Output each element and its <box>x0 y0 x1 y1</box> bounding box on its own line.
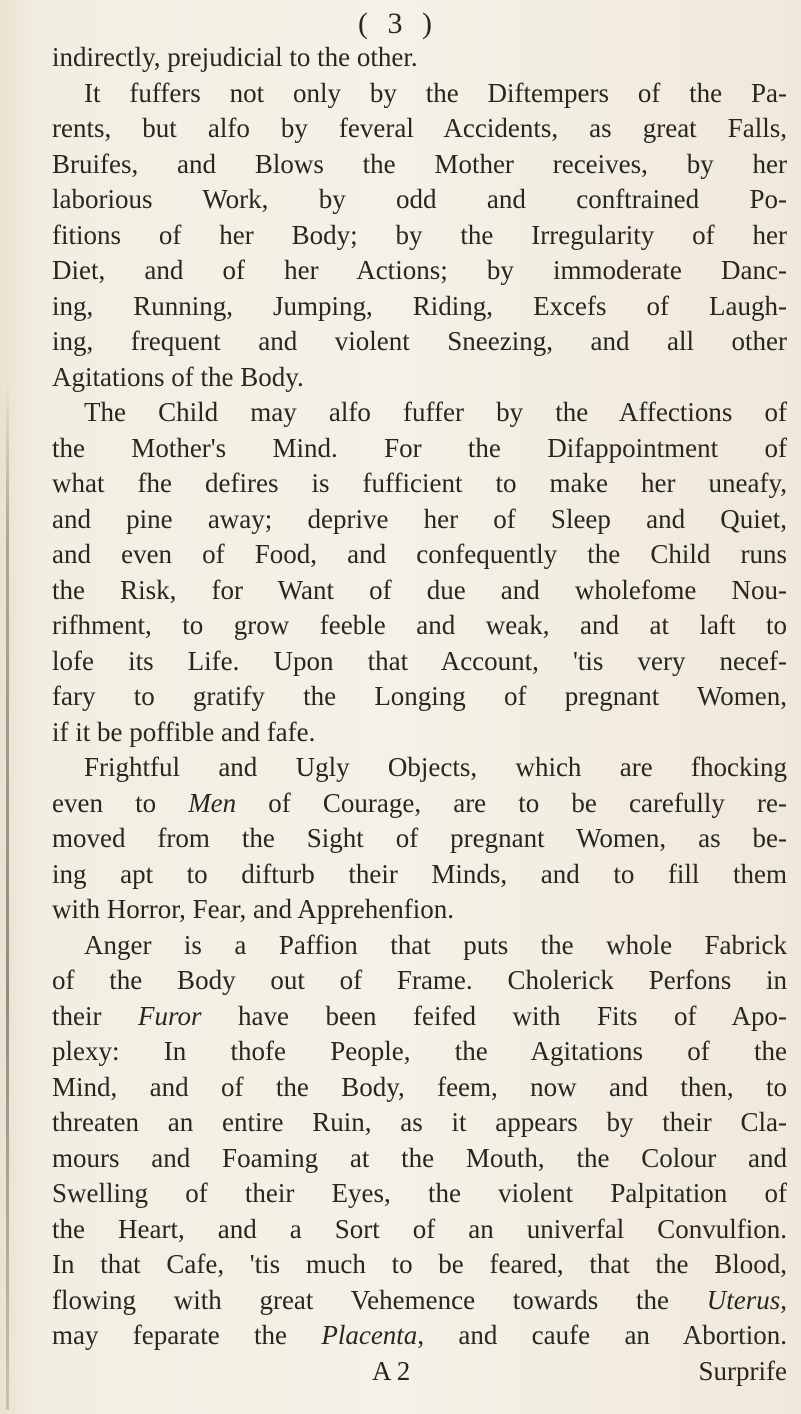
text-line: Agitations of the Body. <box>52 361 304 392</box>
text-line: plexy: In thofe People, the Agitations of the <box>52 1036 787 1066</box>
text-line: the Heart, and a Sort of an univerfal Convulfion. <box>52 1213 787 1244</box>
text-line: fary to gratify the Longing of pregnant Women, <box>52 681 787 711</box>
text-line: rifhment, to grow feeble and weak, and at laft to <box>52 610 787 640</box>
text-line: fitions of her Body; by the Irregularity of her <box>52 219 787 250</box>
text-line: and pine away; deprive her of Sleep and Quiet, <box>52 503 787 534</box>
text-line: It fuffers not only by the Diftempers of the Pa- <box>84 77 787 108</box>
text-line: what fhe defires is fufficient to make her uneafy, <box>52 468 787 498</box>
signature-mark: A 2 <box>372 1355 411 1386</box>
binding-shadow <box>6 380 9 1410</box>
text-line: indirectly, prejudicial to the other. <box>52 42 418 72</box>
text-line: even to Men of Courage, are to be carefully re- <box>52 787 787 818</box>
page-number: ( 3 ) <box>358 7 438 40</box>
text-line: threaten an entire Ruin, as it appears by their Cla- <box>52 1107 787 1137</box>
text-line: lofe its Life. Upon that Account, 'tis very necef- <box>52 645 787 676</box>
text-line: Anger is a Paffion that puts the whole Fabrick <box>84 929 787 960</box>
text-line: ing, Running, Jumping, Riding, Excefs of Laugh- <box>52 290 787 321</box>
text-line: the Mother's Mind. For the Difappointment of <box>52 432 787 463</box>
text-line: rents, but alfo by feveral Accidents, as great Falls, <box>52 113 787 143</box>
catchword: Surprife <box>698 1355 787 1386</box>
text-line: their Furor have been feifed with Fits of Apo- <box>52 1000 788 1031</box>
text-line: ing apt to difturb their Minds, and to fill them <box>52 858 787 889</box>
text-line: if it be poffible and fafe. <box>52 716 316 747</box>
text-line: laborious Work, by odd and conftrained Po- <box>52 184 787 214</box>
text-line: Swelling of their Eyes, the violent Palpitation of <box>52 1178 787 1208</box>
text-line: mours and Foaming at the Mouth, the Colour and <box>52 1142 787 1173</box>
text-line: moved from the Sight of pregnant Women, as be- <box>52 823 787 853</box>
text-line: ing, frequent and violent Sneezing, and all other <box>52 326 787 356</box>
text-line: may feparate the Placenta, and caufe an Abortion. <box>52 1320 787 1350</box>
text-line: In that Cafe, 'tis much to be feared, that the Blood, <box>52 1249 787 1279</box>
text-line: the Risk, for Want of due and wholefome Nou- <box>52 574 787 605</box>
text-line: Bruifes, and Blows the Mother receives, by her <box>52 148 787 179</box>
text-line: and even of Food, and confequently the Child runs <box>52 539 787 569</box>
text-line: of the Body out of Frame. Cholerick Perfons in <box>52 965 787 995</box>
body-text <box>52 40 787 1389</box>
text-line: Frightful and Ugly Objects, which are fhocking <box>84 752 787 782</box>
text-line: Mind, and of the Body, feem, now and then, to <box>52 1071 787 1102</box>
text-line: flowing with great Vehemence towards the Uterus, <box>52 1284 787 1315</box>
text-line: with Horror, Fear, and Apprehenfion. <box>52 894 454 924</box>
text-line: Diet, and of her Actions; by immoderate Danc- <box>52 255 787 285</box>
signature-line <box>52 1354 787 1390</box>
text-line: The Child may alfo fuffer by the Affections of <box>84 397 787 427</box>
